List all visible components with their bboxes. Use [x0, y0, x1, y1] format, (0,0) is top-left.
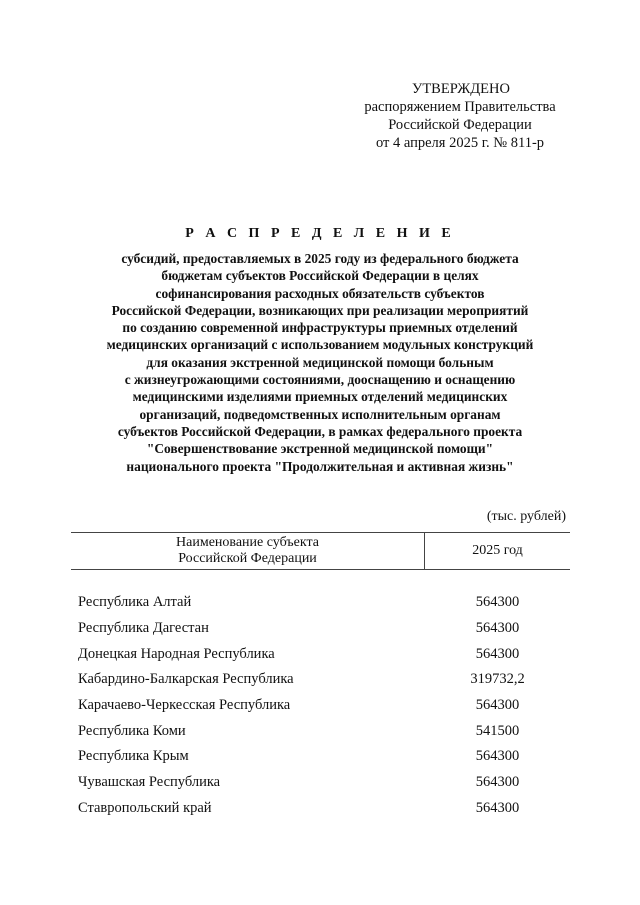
table-body [71, 590, 570, 821]
table-row [71, 616, 570, 642]
unit-label: (тыс. рублей) [486, 509, 566, 524]
subsidy-value: 564300 [475, 748, 520, 765]
header-year: 2025 год [472, 543, 523, 558]
subtitle-line: "Совершенствование экстренной медицинской помощи" [146, 441, 494, 457]
document-subtitle [40, 250, 600, 475]
subject-name: Республика Коми [78, 722, 186, 739]
subtitle-line: софинансирования расходных обязательств субъектов [155, 285, 485, 301]
table-row [71, 590, 570, 616]
subtitle-line: Российской Федерации, возникающих при реализации мероприятий [111, 302, 529, 318]
subtitle-line: медицинскими изделиями приемных отделений медицинских [132, 389, 508, 405]
table-row [71, 744, 570, 770]
subsidy-value: 319732,2 [470, 671, 525, 688]
subsidy-value: 564300 [475, 645, 520, 662]
subject-name: Карачаево-Черкесская Республика [78, 697, 291, 714]
subtitle-line: для оказания экстренной медицинской помощи больным [146, 354, 494, 370]
approval-line-3: от 4 апреля 2025 г. № 811-р [375, 135, 545, 151]
subsidy-table [71, 532, 570, 821]
table-header [71, 532, 570, 570]
table-row [71, 641, 570, 667]
approval-block [340, 80, 580, 152]
header-name-line-1: Наименование субъекта [176, 535, 319, 550]
subtitle-line: организаций, подведомственных исполнительным органам [139, 406, 501, 422]
subsidy-value: 564300 [475, 799, 520, 816]
approval-stamp: УТВЕРЖДЕНО [412, 81, 510, 97]
subject-name: Ставропольский край [78, 799, 212, 816]
approval-line-1: распоряжением Правительства [364, 99, 556, 115]
approval-line-2: Российской Федерации [388, 117, 532, 133]
subtitle-line: с жизнеугрожающими состояниями, дооснащению и оснащению [124, 372, 516, 388]
document-heading: Р А С П Р Е Д Е Л Е Н И Е [185, 226, 455, 241]
table-row [71, 718, 570, 744]
table-row [71, 796, 570, 822]
subject-name: Донецкая Народная Республика [78, 645, 275, 662]
subsidy-value: 564300 [475, 774, 520, 791]
subtitle-line: медицинских организаций с использованием модульных конструкций [106, 337, 534, 353]
subsidy-value: 564300 [475, 697, 520, 714]
subsidy-value: 541500 [475, 722, 520, 739]
table-row [71, 667, 570, 693]
subsidy-value: 564300 [475, 594, 520, 611]
subject-name: Кабардино-Балкарская Республика [78, 671, 294, 688]
table-row [71, 770, 570, 796]
header-name-line-2: Российской Федерации [178, 551, 317, 566]
subtitle-line: субсидий, предоставляемых в 2025 году из федерального бюджета [121, 251, 519, 266]
subject-name: Республика Крым [78, 748, 189, 765]
header-subject-name [71, 533, 425, 569]
subtitle-line: бюджетам субъектов Российской Федерации в целях [161, 268, 479, 284]
subject-name: Республика Алтай [78, 594, 192, 611]
subject-name: Республика Дагестан [78, 620, 209, 637]
table-row [71, 693, 570, 719]
subsidy-value: 564300 [475, 620, 520, 637]
subject-name: Чувашская Республика [78, 774, 221, 791]
subtitle-line: национального проекта "Продолжительная и активная жизнь" [126, 458, 514, 474]
subtitle-line: субъектов Российской Федерации, в рамках федерального проекта [117, 423, 523, 439]
subtitle-line: по созданию современной инфраструктуры приемных отделений [122, 320, 518, 336]
